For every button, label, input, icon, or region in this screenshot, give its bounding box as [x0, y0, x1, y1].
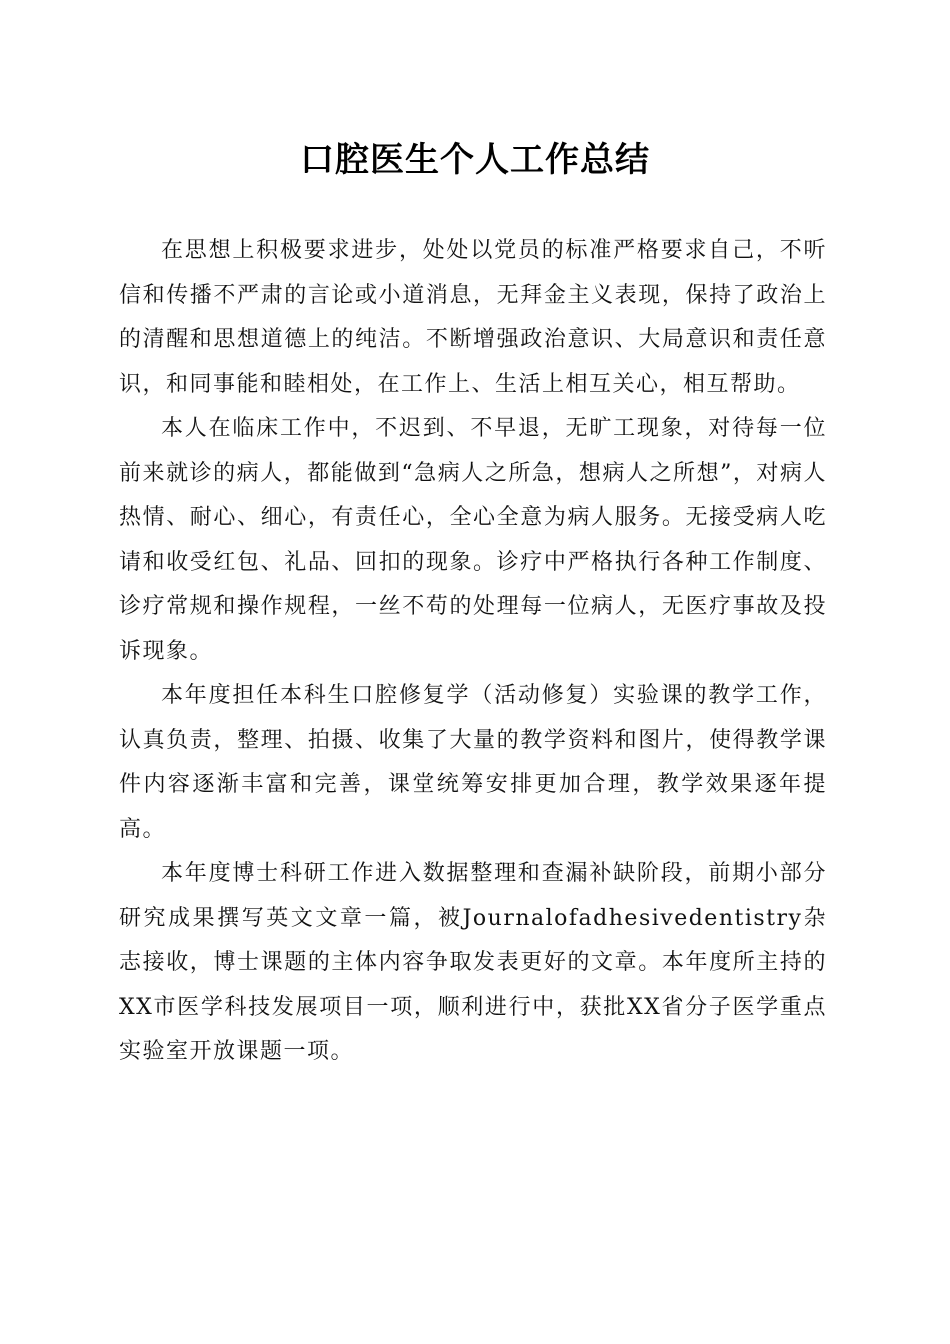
paragraph-teaching-work: 本年度担任本科生口腔修复学（活动修复）实验课的教学工作，认真负责，整理、拍摄、收集了大量的教学资料和图片，使得教学课件内容逐渐丰富和完善，课堂统筹安排更加合理，教学效果逐年提高。: [119, 683, 827, 842]
document-title: 口腔医生个人工作总结: [300, 140, 650, 180]
document-body: [119, 229, 827, 1075]
paragraph-clinical-work: 本人在临床工作中，不迟到、不早退，无旷工现象，对待每一位前来就诊的病人，都能做到“急病人之所急，想病人之所想”，对病人热情、耐心、细心，有责任心，全心全意为病人服务。无接受病人吃请和收受红包、礼品、回扣的现象。诊疗中严格执行各种工作制度、诊疗常规和操作规程，一丝不苟的处理每一位病人，无医疗事故及投诉现象。: [119, 416, 827, 664]
paragraph-research-work: 本年度博士科研工作进入数据整理和查漏补缺阶段，前期小部分研究成果撰写英文文章一篇，被Journalofadhesivedentistry杂志接收，博士课题的主体内容争取发表更好的文章。本年度所主持的XX市医学科技发展项目一项，顺利进行中，获批XX省分子医学重点实验室开放课题一项。: [119, 861, 827, 1064]
paragraph-political-conduct: 在思想上积极要求进步，处处以党员的标准严格要求自己，不听信和传播不严肃的言论或小道消息，无拜金主义表现，保持了政治上的清醒和思想道德上的纯洁。不断增强政治意识、大局意识和责任意识，和同事能和睦相处，在工作上、生活上相互关心，相互帮助。: [119, 238, 827, 397]
